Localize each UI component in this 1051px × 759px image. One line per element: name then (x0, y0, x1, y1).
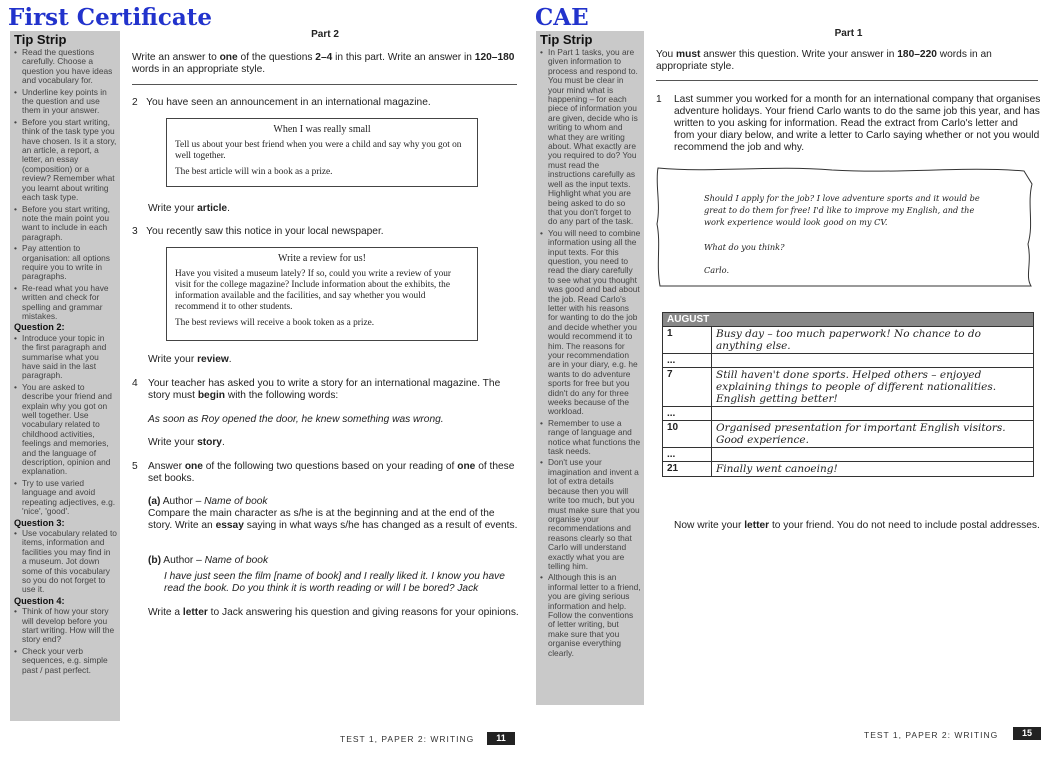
write-text: Write your (148, 203, 198, 214)
divider (132, 84, 517, 85)
instr-text: Write an answer to (132, 52, 220, 63)
divider (656, 80, 1038, 81)
tip-group-list (14, 48, 117, 321)
cae-footer: TEST 1, PAPER 2: WRITING (864, 730, 999, 740)
diary-row (663, 462, 1034, 477)
instr-text: of the questions (237, 52, 316, 63)
diary-row (663, 368, 1034, 407)
notice-box (166, 247, 478, 341)
diary-row (663, 327, 1034, 354)
tip-group-list (14, 334, 117, 517)
question-text: Answer (148, 461, 185, 472)
write-text: . (227, 203, 230, 214)
tip-item: • Re-read what you have written and check for spelling and grammar mistakes. (14, 284, 117, 322)
instr-bold: 180–220 (897, 49, 937, 60)
first-certificate-header: First Certificate (8, 4, 213, 31)
box-text: The best article will win a book as a prize. (175, 167, 333, 177)
author-label: Author – (162, 496, 205, 507)
letter-body: Should I apply for the job? I love adventure sports and it would be great to do them for free! I'd like to improve my English, and the work experience would look good on my CV. (704, 193, 980, 227)
question-number: 2 (132, 97, 138, 108)
tip-item: • Use vocabulary related to items, information and facilities you may find in a museum. Jot down some of this vocabulary so you do not forget to use it. (14, 529, 117, 595)
question-5 (132, 461, 522, 485)
tip-item: • Remember to use a range of language and notice what functions the task needs. (540, 419, 641, 457)
q2-write-instruction (148, 203, 230, 215)
book-name: Name of book (204, 555, 269, 566)
question-2 (132, 97, 522, 109)
fc-footer: TEST 1, PAPER 2: WRITING (340, 734, 475, 744)
instr-text: answer this question. Write your answer in (700, 49, 898, 60)
write-text: Write a (148, 607, 183, 618)
fc-page-number: 11 (487, 732, 515, 745)
question-number: 5 (132, 461, 138, 472)
question-bold: one (457, 461, 476, 472)
option-quote: I have just seen the film [name of book] and I really liked it. I know you have read the book. Do you think it is worth reading or will I be bored? Jack (164, 571, 505, 594)
diary-entry: Organised presentation for important English visitors. Good experience. (712, 421, 1034, 448)
tip-item: • Underline key points in the question and use them in your answer. (14, 88, 117, 116)
tip-group-list (14, 529, 117, 595)
q5-option-a (148, 496, 520, 532)
question-number: 3 (132, 226, 138, 237)
question-3 (132, 226, 522, 238)
write-bold: review (197, 354, 229, 365)
tip-item: • Pay attention to organisation: all options require you to write in paragraphs. (14, 244, 117, 282)
question-number: 4 (132, 378, 138, 389)
q5-b-write-instruction (148, 607, 520, 619)
diary-entry: Still haven't done sports. Helped others – enjoyed explaining things to people of different nationalities. English getting better! (712, 368, 1034, 407)
box-text: Have you visited a museum lately? If so, could you write a review of your visit for the college magazine? Include information about the exhibits, the information available and the facilities, and say whether you would recommend it to other students. (175, 269, 451, 312)
announcement-box (166, 118, 478, 187)
question-text: with the following words: (225, 390, 339, 401)
story-opening: As soon as Roy opened the door, he knew something was wrong. (148, 414, 444, 425)
box-title: When I was really small (273, 124, 371, 135)
write-bold: story (197, 437, 222, 448)
write-bold: letter (182, 607, 208, 618)
instr-bold: 120–180 (474, 52, 515, 63)
question-text: You have seen an announcement in an international magazine. (146, 97, 431, 108)
diary-entry: Finally went canoeing! (712, 462, 1034, 477)
diary-row (663, 448, 1034, 462)
tip-group-list (14, 607, 117, 675)
question-number: 1 (656, 94, 662, 105)
write-text: . (221, 437, 225, 448)
instr-text: in this part. Write an answer in (332, 52, 475, 63)
question-bold: one (184, 461, 203, 472)
letter-signature: Carlo. (704, 265, 730, 275)
diary-table (662, 312, 1034, 477)
tip-item: • Introduce your topic in the first paragraph and summarise what you have said in the last paragraph. (14, 334, 117, 381)
diary-row (663, 421, 1034, 448)
question-bold: begin (197, 390, 225, 401)
diary-entry: Busy day – too much paperwork! No chance to do anything else. (712, 327, 1034, 354)
fc-tip-list (14, 48, 117, 675)
box-title: Write a review for us! (278, 253, 366, 264)
fc-part-label: Part 2 (311, 29, 339, 40)
question-text: of the following two questions based on your reading of (202, 461, 458, 472)
diary-day: 7 (663, 368, 712, 407)
diary-row (663, 407, 1034, 421)
diary-day: 10 (663, 421, 712, 448)
fc-tip-strip (10, 31, 120, 721)
cae-instructions (656, 49, 1041, 73)
tip-item: • In Part 1 tasks, you are given information to process and respond to. You must be clear in your mind what is happening – for each piece of information you are given, decide who is writing to whom and what they are writing about. What exactly are you required to do? You must read the instructions carefully as well as the input texts. Highlight what you are being asked to do so that you don't forget to do any part of the task. (540, 48, 641, 227)
cae-tip-strip (536, 31, 644, 705)
tip-item: • Don't use your imagination and invent a lot of extra details because then you will write too much, but you must make sure that you organise your recommendations and reasons clearly so that Carlo will understand exactly what you are telling him. (540, 458, 641, 571)
diary-entry (712, 354, 1034, 368)
write-text: . (228, 354, 232, 365)
author-label: Author – (163, 555, 205, 566)
tip-item: • Think of how your story will develop before you start writing. How will the story end? (14, 607, 117, 645)
diary-day: 1 (663, 327, 712, 354)
instr-bold: one (219, 52, 238, 63)
tip-item: • Before you start writing, note the main point you want to include in each paragraph. (14, 205, 117, 243)
fc-instructions (132, 52, 522, 76)
write-bold: article (197, 203, 228, 214)
diary-month: AUGUST (663, 313, 1034, 327)
q3-write-instruction (148, 354, 232, 366)
tip-item: • Try to use varied language and avoid repeating adjectives, e.g. 'nice', 'good'. (14, 479, 117, 517)
tip-group-heading: Question 4: (14, 595, 65, 606)
tip-strip-title: Tip Strip (540, 32, 593, 47)
tip-item: • Although this is an informal letter to a friend, you are giving serious information and help. Follow the conventions of letter writing, but make sure that you organise everything clearly. (540, 573, 641, 658)
cae-header: CAE (535, 4, 589, 31)
tip-item: • Read the questions carefully. Choose a question you have ideas and vocabulary for. (14, 48, 117, 86)
cae-question-1 (656, 94, 1041, 154)
box-text: The best reviews will receive a book token as a prize. (175, 318, 375, 328)
question-text: You recently saw this notice in your local newspaper. (146, 226, 384, 237)
tip-group-heading: Question 3: (14, 517, 65, 528)
instr-bold: 2–4 (315, 52, 333, 63)
question-text: of these set books. (148, 461, 515, 484)
tip-item: • Check your verb sequences, e.g. simple past / past perfect. (14, 647, 117, 675)
instr-bold: must (676, 49, 701, 60)
closing-text: to your friend. You do not need to include postal addresses. (769, 520, 1040, 531)
instr-text: words in an appropriate style. (132, 64, 266, 75)
tip-item: • You will need to combine information using all the input texts. For this question, you need to read the diary carefully to see what you thought was good and bad about the job. Read Carlo's letter with his reasons for wanting to do the job and decide whether you would recommend it to him. The reasons for your recommendation are in your diary, e.g. he wants to do adventure sports for free but you didn't do any for three weeks because of the workload. (540, 229, 641, 417)
book-name: Name of book (204, 496, 268, 507)
write-text: to Jack answering his question and giving reasons for your opinions. (207, 607, 519, 618)
tip-strip-title: Tip Strip (14, 32, 67, 47)
cae-part-label: Part 1 (834, 28, 863, 39)
cae-page-number: 15 (1013, 727, 1041, 740)
diary-row (663, 354, 1034, 368)
closing-text: Now write your (674, 520, 745, 531)
q4-write-instruction (148, 437, 225, 449)
instr-text: words in an appropriate style. (656, 49, 992, 72)
question-text: Last summer you worked for a month for an international company that organises adventure holidays. Your friend Carlo wants to do the same job this year, and has written to you asking for information. Read the extract from Carlo's letter and from your diary below, and write a letter to Carlo saying whether or not you would recommend the job and why. (674, 94, 1041, 153)
cae-closing-instruction (674, 520, 1044, 532)
box-text: Tell us about your best friend when you were a child and say why you got on well together. (175, 140, 462, 161)
closing-bold: letter (744, 520, 770, 531)
option-text: Compare the main character as s/he is at the beginning and at the end of the story. Write an (148, 508, 495, 531)
diary-entry (712, 448, 1034, 462)
diary-day: ... (663, 448, 712, 462)
cae-tip-list (540, 48, 641, 658)
question-4 (132, 378, 522, 402)
diary-day: ... (663, 354, 712, 368)
diary-day: 21 (663, 462, 712, 477)
diary-day: ... (663, 407, 712, 421)
option-text: saying in what ways s/he has changed as a result of events. (243, 520, 518, 531)
tip-item: • You are asked to describe your friend and explain why you got on well together. Use vocabulary related to childhood activities, feelings and memories, and the language of description, opinion and explanation. (14, 383, 117, 477)
q5-option-b (148, 555, 520, 595)
tip-item: • Before you start writing, think of the task type you have chosen. Is it a story, an article, a report, a letter, an essay (composition) or a review? Remember what you learnt about writing each task type. (14, 118, 117, 203)
option-bold: essay (215, 520, 244, 531)
option-label: (a) (148, 496, 161, 507)
diary-entry (712, 407, 1034, 421)
instr-text: You (656, 49, 677, 60)
tip-group-heading: Question 2: (14, 322, 65, 333)
write-text: Write your (148, 354, 198, 365)
letter-question: What do you think? (704, 242, 785, 252)
option-label: (b) (148, 555, 162, 566)
question-text: Your teacher has asked you to write a story for an international magazine. The story must (148, 378, 501, 401)
write-text: Write your (148, 437, 198, 448)
